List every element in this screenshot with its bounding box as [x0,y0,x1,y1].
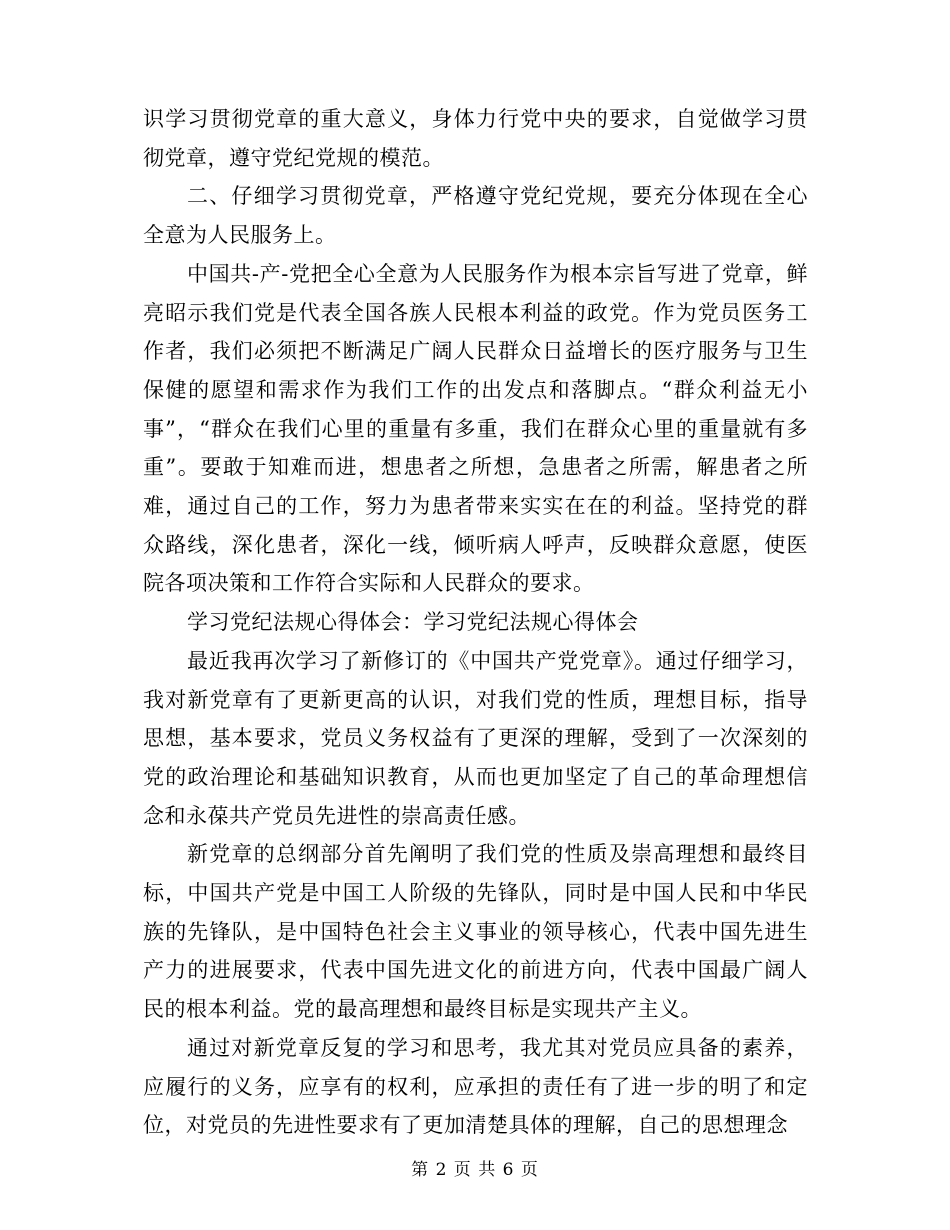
document-body [143,100,808,1145]
paragraph-serve-people: 中国共-产-党把全心全意为人民服务作为根本宗旨写进了党章，鲜亮昭示我们党是代表全国各族人民根本利益的政党。作为党员医务工作者，我们必须把不断满足广阔人民群众日益增长的医疗服务与卫生保健的愿望和需求作为我们工作的出发点和落脚点。“群众利益无小事”，“群众在我们心里的重量有多重，我们在群众心里的重量就有多重”。要敢于知难而进，想患者之所想，急患者之所需，解患者之所难，通过自己的工作，努力为患者带来实实在在的利益。坚持党的群众路线，深化患者，深化一线，倾听病人呼声，反映群众意愿，使医院各项决策和工作符合实际和人民群众的要求。 [143,261,808,596]
paragraph-article-title: 学习党纪法规心得体会：学习党纪法规心得体会 [187,610,639,635]
paragraph-section-two-heading: 二、仔细学习贯彻党章，严格遵守党纪党规，要充分体现在全心全意为人民服务上。 [143,184,808,248]
page-footer: 第 2 页 共 6 页 [411,1160,539,1180]
paragraph-party-nature: 新党章的总纲部分首先阐明了我们党的性质及崇高理想和最终目标，中国共产党是中国工人阶级的先锋队，同时是中国人民和中华民族的先锋队，是中国特色社会主义事业的领导核心，代表中国先进生产力的进展要求，代表中国先进文化的前进方向，代表中国最广阔人民的根本利益。党的最高理想和最终目标是实现共产主义。 [143,842,808,1022]
paragraph-recent-study: 最近我再次学习了新修订的《中国共产党党章》。通过仔细学习，我对新党章有了更新更高的认识，对我们党的性质，理想目标，指导思想，基本要求，党员义务权益有了更深的理解，受到了一次深刻的党的政治理论和基础知识教育，从而也更加坚定了自己的革命理想信念和永葆共产党员先进性的崇高责任感。 [143,648,808,828]
paragraph-continuation: 识学习贯彻党章的重大意义，身体力行党中央的要求，自觉做学习贯彻党章，遵守党纪党规的模范。 [143,107,808,170]
paragraph-member-duties: 通过对新党章反复的学习和思考，我尤其对党员应具备的素养，应履行的义务，应享有的权利，应承担的责任有了进一步的明了和定位，对党员的先进性要求有了更加清楚具体的理解，自己的思想理念 [143,1035,808,1138]
